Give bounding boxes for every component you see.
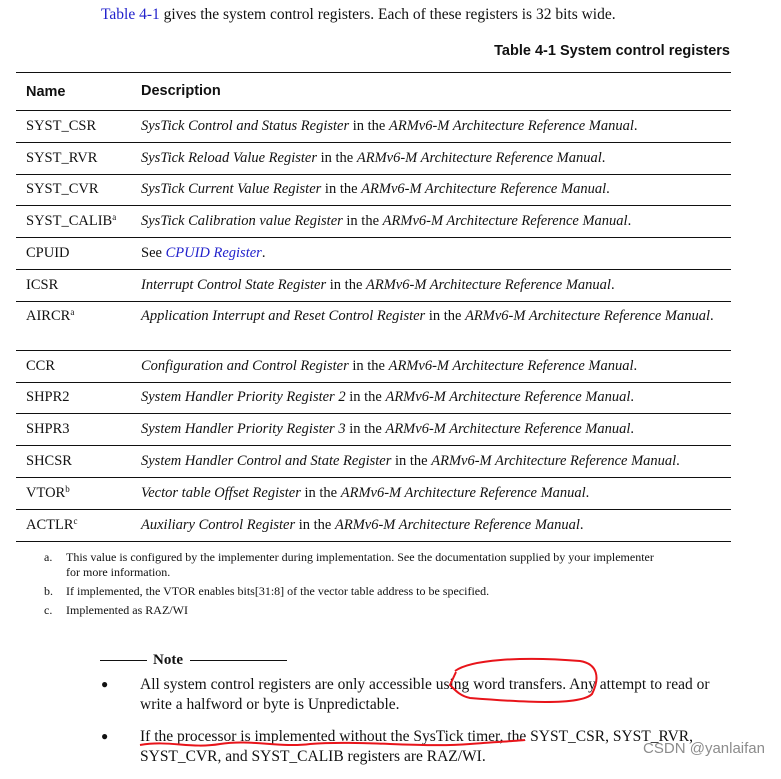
table-row [16,351,731,383]
note-heading [100,652,287,669]
register-name: SYST_CVR [26,181,99,198]
table-row [16,414,731,446]
note-rule-left [100,660,147,661]
table-row [16,111,731,143]
table-row [16,206,731,238]
note-bullets [97,675,740,779]
bullet-icon: ● [101,729,109,743]
bullet-icon: ● [101,677,109,691]
footnote-marker[interactable]: a [70,306,75,317]
note-bullet-2: ● If the processor is implemented without the SysTick timer, the SYST_CSR, SYST_RVR, SYST_CVR, and SYST_CALIB registers are RAZ/WI. [97,727,740,766]
register-name: SYST_CALIB$^a$ [26,212,117,230]
table-footnotes [44,550,656,622]
register-name: CCR [26,357,56,374]
table-row [16,478,731,510]
footnote-b: b. If implemented, the VTOR enables bits[31:8] of the vector table address to be specified. [44,583,490,598]
cpuid-register-link[interactable]: CPUID Register [165,245,262,262]
register-description: Application Interrupt and Reset Control Register in the ARMv6-M Architecture Reference Manual. [141,307,714,324]
table-row [16,510,731,542]
circled-text: using word transfers. [435,676,567,693]
register-description: Vector table Offset Register in the ARMv6-M Architecture Reference Manual. [141,484,590,501]
register-description: System Handler Control and State Register in the ARMv6-M Architecture Reference Manual. [141,453,680,470]
register-description: SysTick Calibration value Register in the ARMv6-M Architecture Reference Manual. [141,213,632,230]
header-description: Description [141,83,221,99]
underlined-text: If the processor is implemented without the SysTick timer, [140,728,504,745]
footnote-a: a. This value is configured by the implementer during implementation. See the documentation supplied by your implementer for more information. [44,550,654,579]
header-name: Name [26,83,66,100]
table-row [16,446,731,478]
register-name: SYST_RVR [26,149,98,166]
register-name: VTOR$^b$ [26,483,70,501]
register-description: Auxiliary Control Register in the ARMv6-M Architecture Reference Manual. [141,516,584,533]
intro-text: gives the system control registers. Each of these registers is 32 bits wide. [159,6,616,23]
register-description: System Handler Priority Register 2 in the ARMv6-M Architecture Reference Manual. [141,389,635,406]
register-description: SysTick Control and Status Register in the ARMv6-M Architecture Reference Manual. [141,117,638,134]
register-name: SYST_CSR [26,117,97,134]
footnote-marker[interactable]: a [112,212,117,223]
register-description: See CPUID Register. [141,245,266,262]
footnote-marker[interactable]: b [65,483,70,494]
register-description: System Handler Priority Register 3 in the ARMv6-M Architecture Reference Manual. [141,421,635,438]
intro-paragraph [101,6,616,24]
register-description: SysTick Current Value Register in the ARMv6-M Architecture Reference Manual. [141,181,610,198]
table-row [16,302,731,351]
register-description: SysTick Reload Value Register in the ARMv6-M Architecture Reference Manual. [141,149,606,166]
system-control-registers-table [16,72,731,542]
footnote-c: c. Implemented as RAZ/WI [44,602,188,617]
register-description: Interrupt Control State Register in the ARMv6-M Architecture Reference Manual. [141,276,615,293]
note-rule-right [190,660,287,661]
register-name: SHPR2 [26,389,70,406]
table-header-row [16,73,731,111]
table-4-1-link[interactable]: Table 4-1 [101,6,160,23]
register-name: CPUID [26,245,70,262]
register-name: AIRCR$^a$ [26,306,75,324]
table-row [16,175,731,207]
table-row [16,238,731,270]
register-description: Configuration and Control Register in the ARMv6-M Architecture Reference Manual. [141,357,638,374]
footnote-marker[interactable]: c [73,515,78,526]
table-caption: Table 4-1 System control registers [494,43,730,59]
note-title: Note [153,652,183,668]
register-name: SHCSR [26,453,72,470]
table-row [16,143,731,175]
table-row [16,270,731,302]
table-row [16,383,731,415]
register-name: SHPR3 [26,421,70,438]
note-bullet-1: ● All system control registers are only accessible using word transfers. Any attempt to read or write a halfword or byte is Unpredictable. [97,675,740,714]
register-name: ACTLR$^c$ [26,515,78,533]
register-name: ICSR [26,276,59,293]
csdn-watermark: CSDN @yanlaifan [643,740,765,757]
